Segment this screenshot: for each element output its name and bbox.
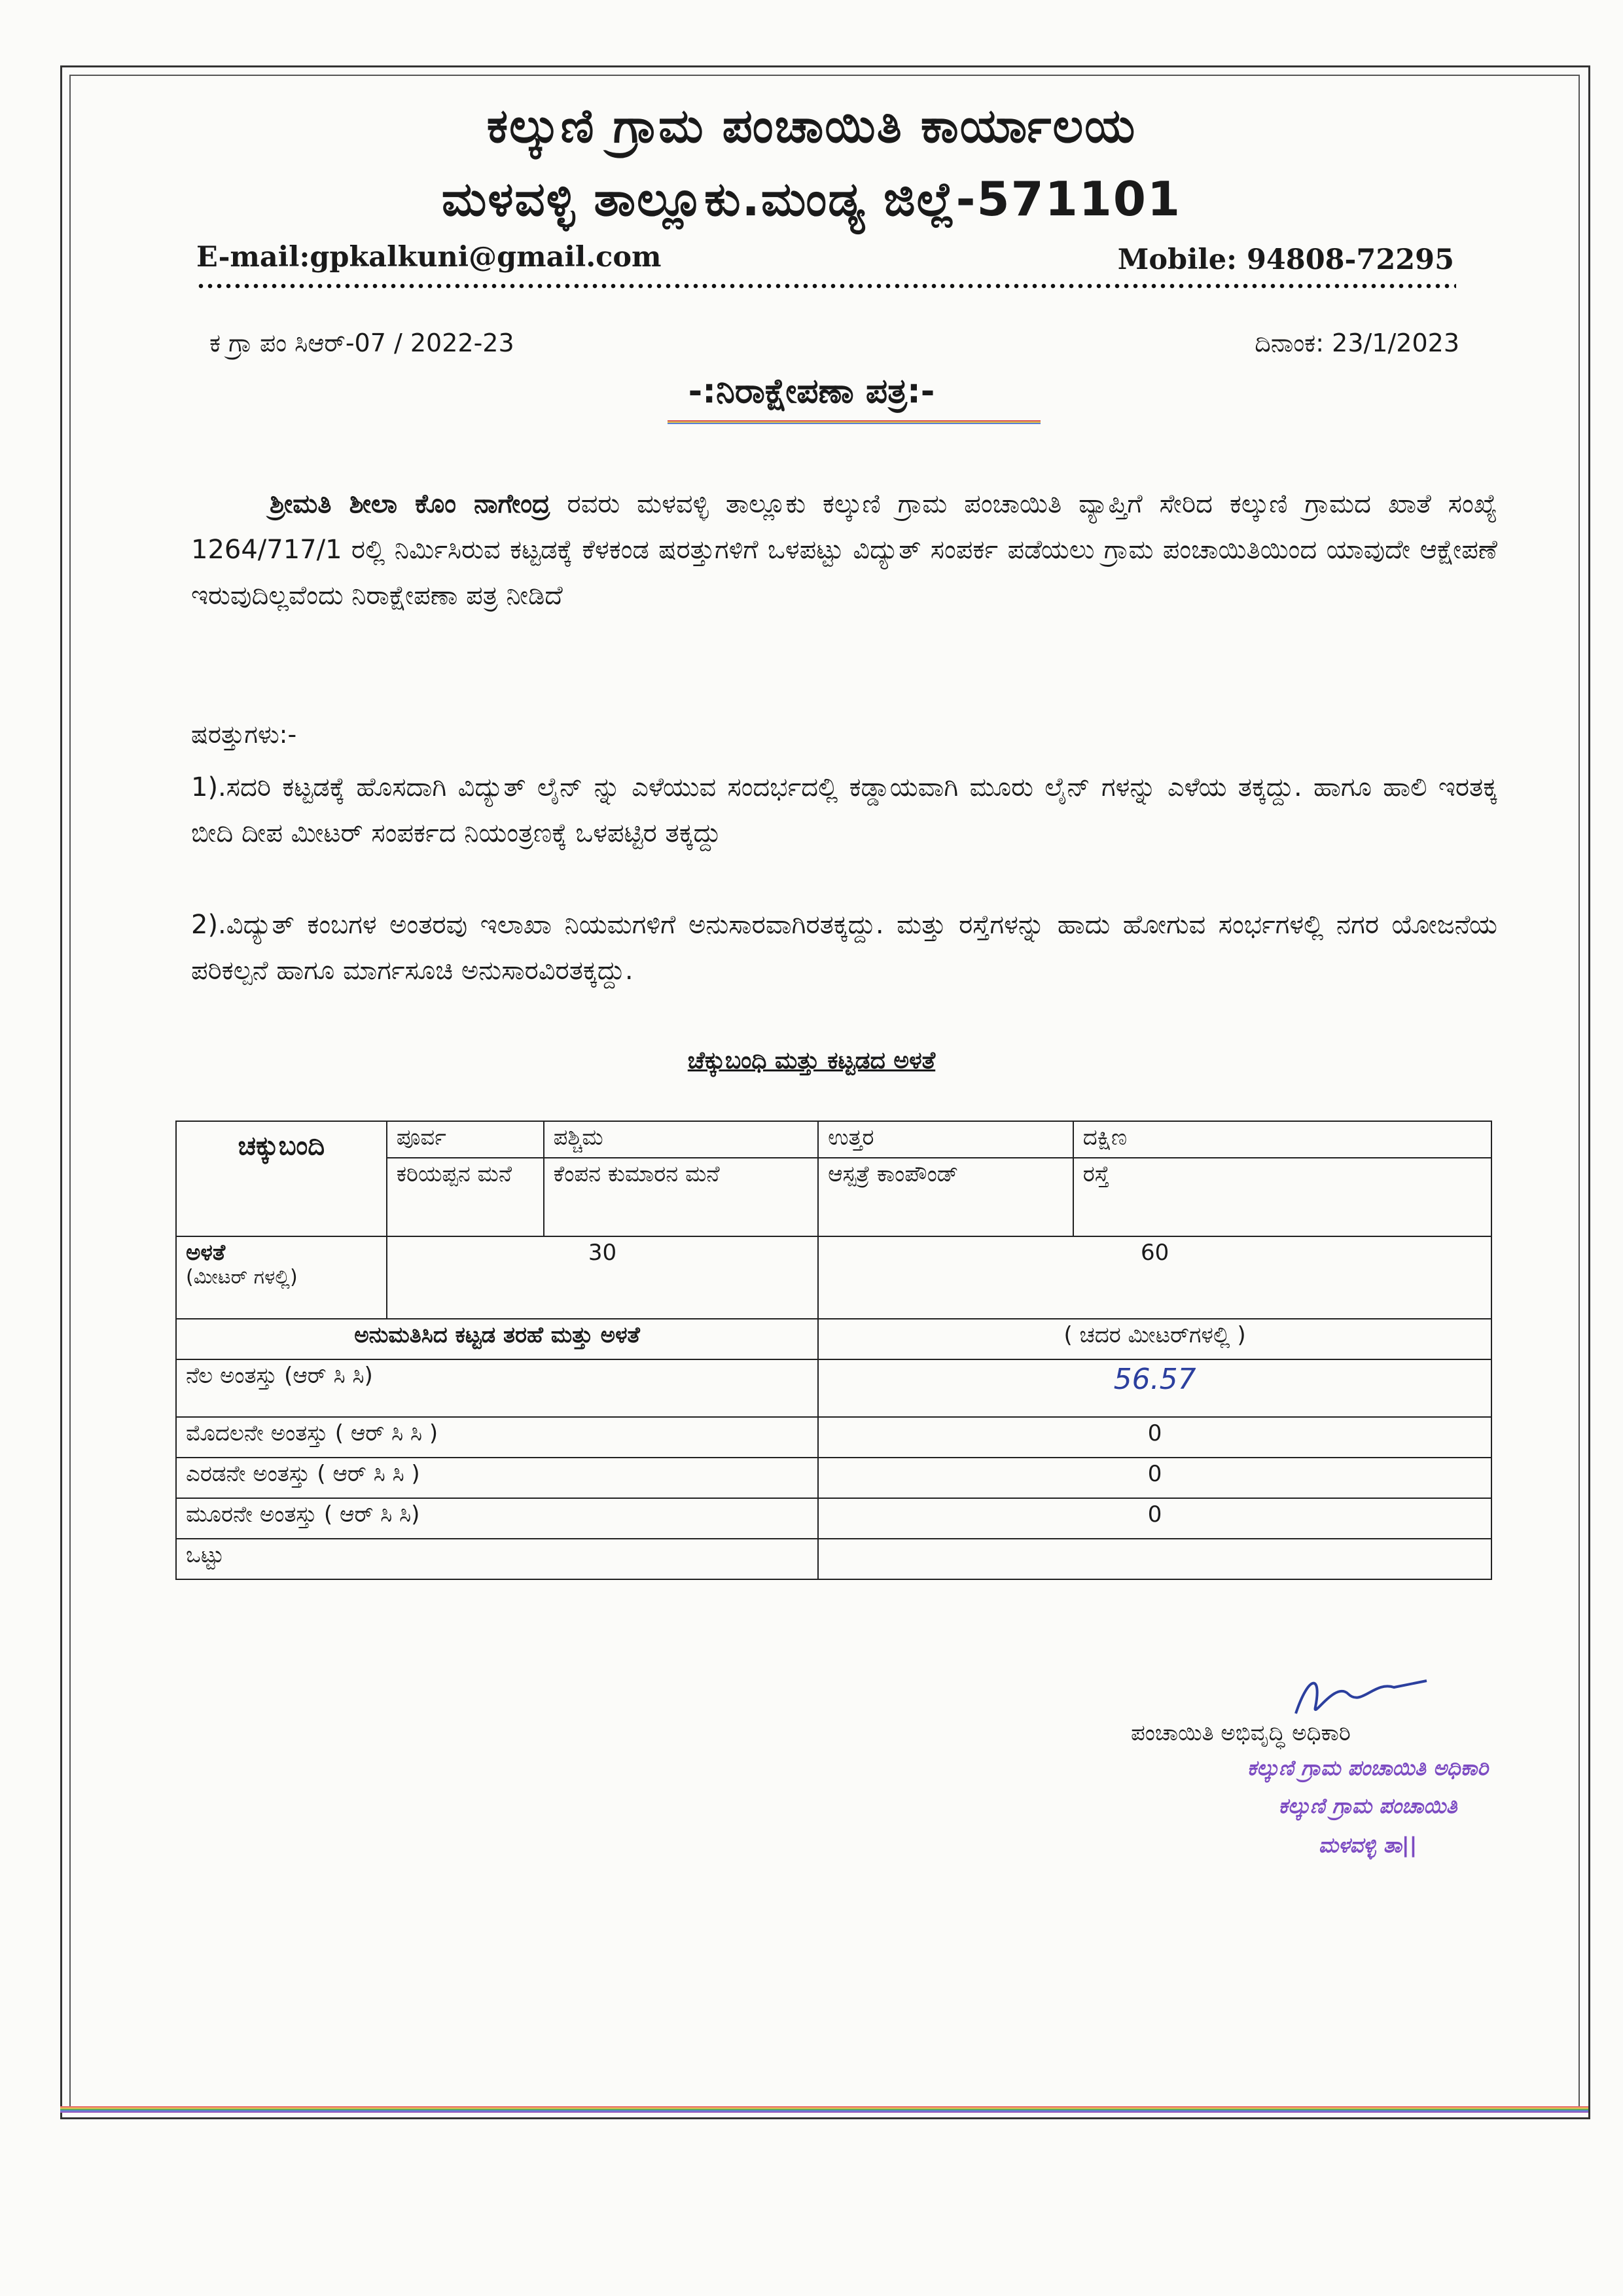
dir-east: ಪೂರ್ವ [387,1121,544,1158]
floor-total-value [818,1539,1491,1579]
size-unit: (ಮೀಟರ್ ಗಳಲ್ಲಿ) [186,1266,298,1289]
floor-first-value: 0 [818,1417,1491,1458]
main-paragraph [191,481,1497,619]
issue-date: ದಿನಾಂಕ: 23/1/2023 [1255,329,1459,357]
signatory-title: ಪಂಚಾಯಿತಿ ಅಭಿವೃದ್ಧಿ ಅಧಿಕಾರಿ [1131,1720,1351,1746]
mobile-text: Mobile: 94808-72295 [1117,243,1454,276]
table-title: ಚೆಕ್ಕುಬಂಧಿ ಮತ್ತು ಕಟ್ಟಡದ ಅಳತೆ [687,1047,936,1074]
floor-third-value: 0 [818,1498,1491,1539]
permitted-label: ಅನುಮತಿಸಿದ ಕಟ್ಟಡ ತರಹೆ ಮತ್ತು ಅಳತೆ [176,1319,818,1359]
reference-number: ಕ ಗ್ರಾ ಪಂ ಸಿಆರ್-07 / 2022-23 [209,329,514,357]
office-address: ಮಳವಳ್ಳಿ ತಾಲ್ಲೂಕು.ಮಂಡ್ಯ ಜಿಲ್ಲೆ-571101 [441,171,1182,226]
main-paragraph-text: ರವರು ಮಳವಳ್ಳಿ ತಾಲ್ಲೂಕು ಕಲ್ಕುಣಿ ಗ್ರಾಮ ಪಂಚಾಯಿತಿ ವ್ಯಾಪ್ತಿಗೆ ಸೇರಿದ ಕಲ್ಕುಣಿ ಗ್ರಾಮದ ಖಾತೆ ಸಂಖ್ಯೆ 1264/717/1 ರಲ್ಲಿ ನಿರ್ಮಿಸಿರುವ ಕಟ್ಟಡಕ್ಕೆ ಕೆಳಕಂಡ ಷರತ್ತುಗಳಿಗೆ ಒಳಪಟ್ಟು ವಿದ್ಯುತ್ ಸಂಪರ್ಕ ಪಡೆಯಲು ಗ್ರಾಮ ಪಂಚಾಯಿತಿಯಿಂದ ಯಾವುದೇ ಆಕ್ಷೇಪಣೆ ಇರುವುದಿಲ್ಲವೆಂದು ನಿರಾಕ್ಷೇಪಣಾ ಪತ್ರ ನೀಡಿದೆ [191,489,1497,611]
floor-third-label: ಮೂರನೇ ಅಂತಸ್ತು ( ಆರ್ ಸಿ ಸಿ) [176,1498,818,1539]
floor-ground-value: 56.57 [818,1359,1491,1417]
floor-first-label: ಮೊದಲನೇ ಅಂತಸ್ತು ( ಆರ್ ಸಿ ಸಿ ) [176,1417,818,1458]
permitted-unit: ( ಚದರ ಮೀಟರ್‌ಗಳಲ್ಲಿ ) [818,1319,1491,1359]
dir-west: ಪಶ್ಚಿಮ [544,1121,819,1158]
dotted-divider [196,283,1456,289]
conditions-title: ಷರತ್ತುಗಳು:- [191,720,297,749]
val-west: ಕೆಂಪನ ಕುಮಾರನ ಮನೆ [544,1158,819,1236]
floor-total-label: ಒಟ್ಟು [176,1539,818,1579]
office-title: ಕಲ್ಕುಣಿ ಗ್ರಾಮ ಪಂಚಾಯಿತಿ ಕಾರ್ಯಾಲಯ [486,98,1137,153]
size-cell [176,1236,387,1319]
size-label: ಅಳತೆ [186,1240,226,1266]
val-east: ಕರಿಯಪ್ಪನ ಮನೆ [387,1158,544,1236]
applicant-name: ಶ್ರೀಮತಿ ಶೀಲಾ ಕೊಂ ನಾಗೇಂದ್ರ [270,489,550,519]
dir-north: ಉತ್ತರ [818,1121,1073,1158]
dir-south: ದಕ್ಷಿಣ [1073,1121,1491,1158]
stamp-line-1: ಕಲ್ಕುಣಿ ಗ್ರಾಮ ಪಂಚಾಯಿತಿ ಅಧಿಕಾರಿ [1247,1755,1489,1780]
stamp-line-3: ಮಳವಳ್ಳಿ ತಾ|| [1318,1833,1418,1857]
page-border-bottom-stripe [60,2106,1588,2113]
floor-second-value: 0 [818,1458,1491,1498]
size-east-west: 30 [387,1236,818,1319]
condition-1: 1).ಸದರಿ ಕಟ್ಟಡಕ್ಕೆ ಹೊಸದಾಗಿ ವಿದ್ಯುತ್ ಲೈನ್ ನ್ನು ಎಳೆಯುವ ಸಂದರ್ಭದಲ್ಲಿ ಕಡ್ಡಾಯವಾಗಿ ಮೂರು ಲೈನ್ ಗಳನ್ನು ಎಳೆಯ ತಕ್ಕದ್ದು. ಹಾಗೂ ಹಾಲಿ ಇರತಕ್ಕ ಬೀದಿ ದೀಪ ಮೀಟರ್ ಸಂಪರ್ಕದ ನಿಯಂತ್ರಣಕ್ಕೆ ಒಳಪಟ್ಟಿರ ತಕ್ಕದ್ದು [191,772,1497,848]
stamp-line-2: ಕಲ್ಕುಣಿ ಗ್ರಾಮ ಪಂಚಾಯಿತಿ [1278,1793,1457,1818]
val-north: ಆಸ್ಪತ್ರೆ ಕಾಂಪೌಂಡ್ [818,1158,1073,1236]
condition-2: 2).ವಿದ್ಯುತ್ ಕಂಬಗಳ ಅಂತರವು ಇಲಾಖಾ ನಿಯಮಗಳಿಗೆ ಅನುಸಾರವಾಗಿರತಕ್ಕದ್ದು. ಮತ್ತು ರಸ್ತೆಗಳನ್ನು ಹಾದು ಹೋಗುವ ಸಂರ್ಭಗಳಲ್ಲಿ ನಗರ ಯೋಜನೆಯ ಪರಿಕಲ್ಪನೆ ಹಾಗೂ ಮಾರ್ಗಸೂಚಿ ಅನುಸಾರವಿರತಕ್ಕದ್ದು. [191,910,1497,986]
val-south: ರಸ್ತೆ [1073,1158,1491,1236]
size-north-south: 60 [818,1236,1491,1319]
boundaries-table [175,1121,1492,1580]
signature-scribble [1283,1668,1440,1727]
floor-ground-label: ನೆಲ ಅಂತಸ್ತು (ಆರ್ ಸಿ ಸಿ) [176,1359,818,1417]
boundaries-label: ಚಕ್ಕುಬಂದಿ [176,1121,387,1236]
email-text: E-mail:gpkalkuni@gmail.com [196,241,662,274]
floor-second-label: ಎರಡನೇ ಅಂತಸ್ತು ( ಆರ್ ಸಿ ಸಿ ) [176,1458,818,1498]
subject-underline [668,420,1041,424]
document-subject: -:ನಿರಾಕ್ಷೇಪಣಾ ಪತ್ರ:- [688,372,935,411]
